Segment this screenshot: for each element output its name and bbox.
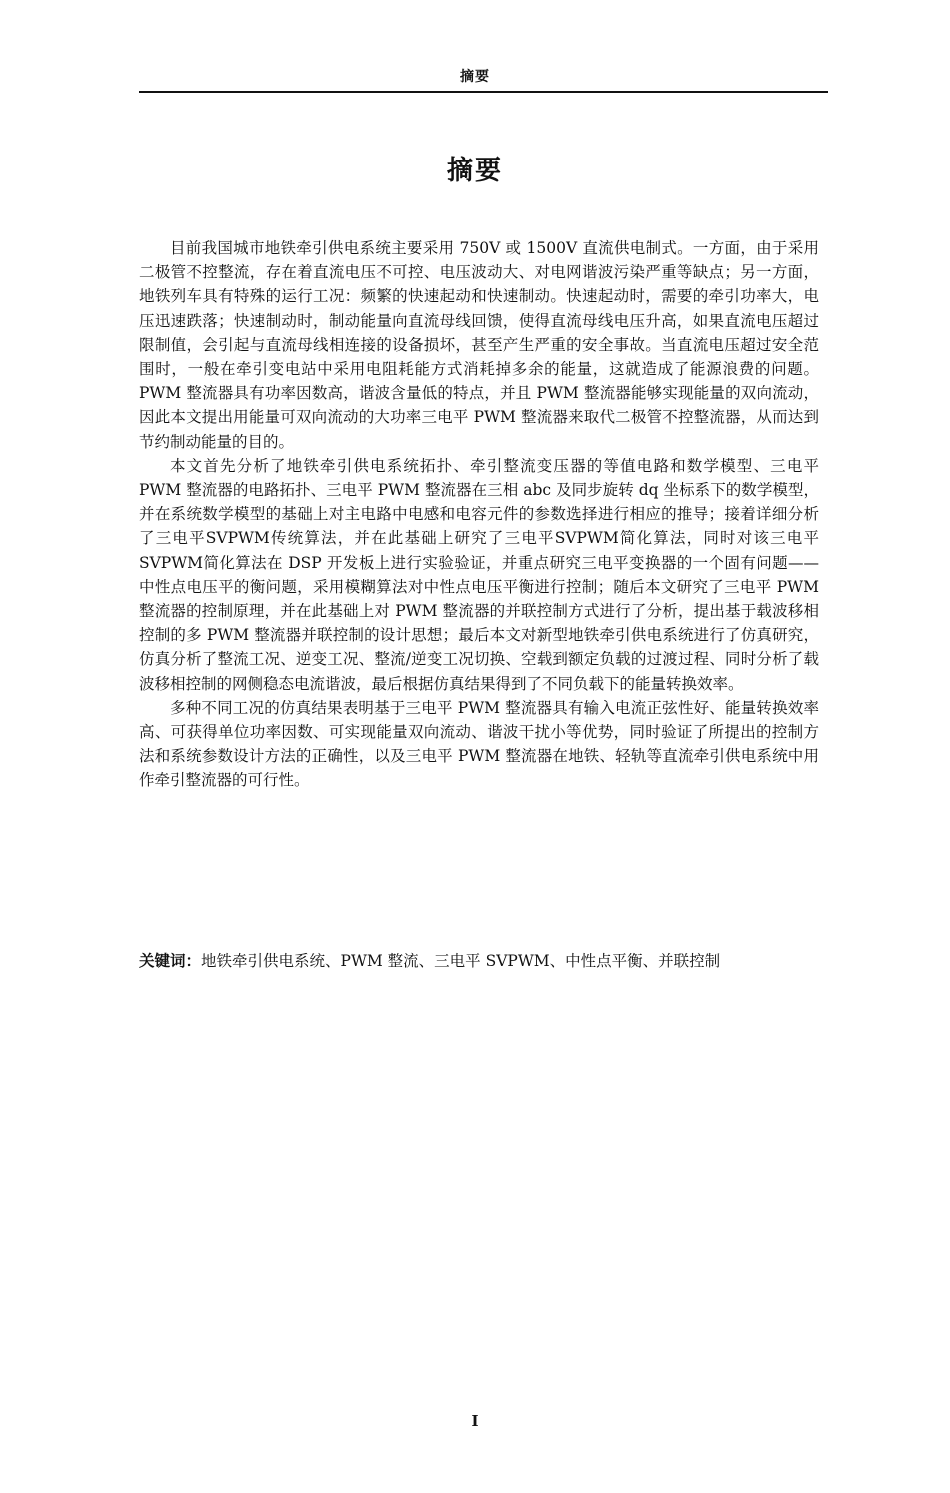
page-title: 摘要 bbox=[446, 156, 503, 186]
header-divider bbox=[139, 91, 828, 93]
abstract-paragraph-1: 目前我国城市地铁牵引供电系统主要采用 750V 或 1500V 直流供电制式。一方面，由于采用二极管不控整流，存在着直流电压不可控、电压波动大、对电网谐波污染严重等缺点；另一方面，地铁列车具有特殊的运行工况：频繁的快速起动和快速制动。快速起动时，需要的牵引功率大，电压迅速跌落；快速制动时，制动能量向直流母线回馈，使得直流母线电压升高，如果直流电压超过限制值，会引起与直流母线相连接的设备损坏，甚至产生严重的安全事故。当直流电压超过安全范围时，一般在牵引变电站中采用电阻耗能方式消耗掉多余的能量，这就造成了能源浪费的问题。PWM 整流器具有功率因数高，谐波含量低的特点，并且 PWM 整流器能够实现能量的双向流动，因此本文提出用能量可双向流动的大功率三电平 PWM 整流器来取代二极管不控整流器，从而达到节约制动能量的目的。 bbox=[139, 239, 819, 451]
abstract-paragraph-2: 本文首先分析了地铁牵引供电系统拓扑、牵引整流变压器的等值电路和数学模型、三电平 PWM 整流器的电路拓扑、三电平 PWM 整流器在三相 abc 及同步旋转 dq 坐标系下的数学模型，并在系统数学模型的基础上对主电路中电感和电容元件的参数选择进行相应的推导；接着详细分析了三电平SVPWM传统算法，并在此基础上研究了三电平SVPWM简化算法，同时对该三电平SVPWM简化算法在 DSP 开发板上进行实验验证，并重点研究三电平变换器的一个固有问题——中性点电压平的衡问题，采用模糊算法对中性点电压平衡进行控制；随后本文研究了三电平 PWM 整流器的控制原理，并在此基础上对 PWM 整流器的并联控制方式进行了分析，提出基于载波移相控制的多 PWM 整流器并联控制的设计思想；最后本文对新型地铁牵引供电系统进行了仿真研究，仿真分析了整流工况、逆变工况、整流/逆变工况切换、空载到额定负载的过渡过程、同时分析了载波移相控制的网侧稳态电流谐波，最后根据仿真结果得到了不同负载下的能量转换效率。 bbox=[139, 456, 819, 693]
keywords-line bbox=[139, 949, 819, 973]
abstract-body bbox=[139, 236, 819, 793]
running-header: 摘要 bbox=[460, 69, 490, 85]
abstract-paragraph-3: 多种不同工况的仿真结果表明基于三电平 PWM 整流器具有输入电流正弦性好、能量转换效率高、可获得单位功率因数、可实现能量双向流动、谐波干扰小等优势，同时验证了所提出的控制方法和系统参数设计方法的正确性，以及三电平 PWM 整流器在地铁、轻轨等直流牵引供电系统中用作牵引整流器的可行性。 bbox=[139, 698, 819, 790]
page-number: I bbox=[471, 1412, 479, 1430]
keywords-text: 地铁牵引供电系统、PWM 整流、三电平 SVPWM、中性点平衡、并联控制 bbox=[201, 952, 721, 970]
keywords-label: 关键词： bbox=[139, 951, 202, 970]
